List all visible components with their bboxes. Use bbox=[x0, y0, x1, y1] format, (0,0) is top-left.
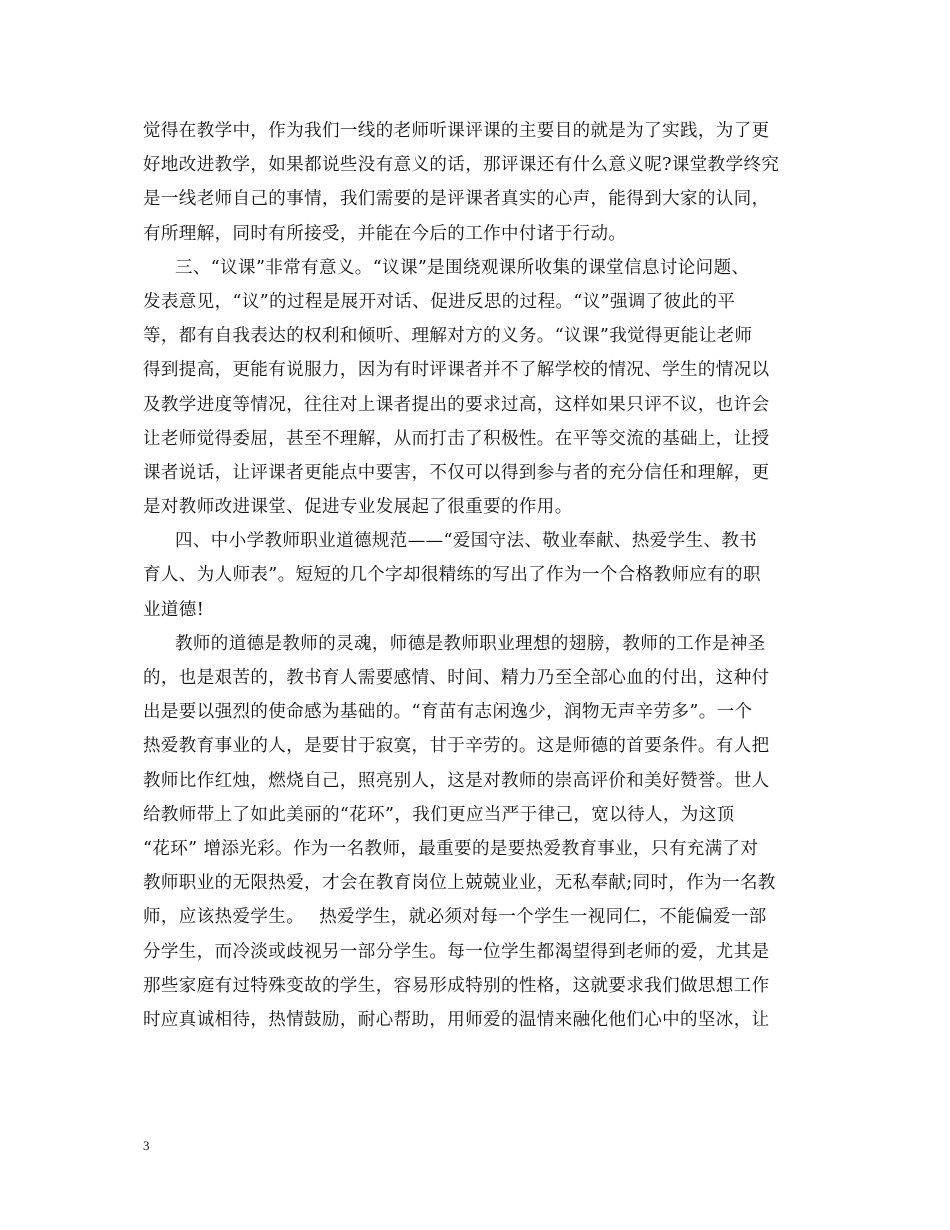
text-line: 业道德! bbox=[143, 599, 205, 620]
text-line: 让老师觉得委屈，甚至不理解，从而打击了积极性。在平等交流的基础上，让授 bbox=[143, 428, 770, 449]
text-line: 觉得在教学中，作为我们一线的老师听课评课的主要目的就是为了实践，为了更 bbox=[143, 121, 770, 141]
text-line: 教师比作红烛，燃烧自己，照亮别人，这是对教师的崇高评价和美好赞誉。世人 bbox=[143, 770, 770, 791]
text-line: 育人、为人师表”。短短的几个字却很精练的写出了作为一个合格教师应有的职 bbox=[143, 565, 761, 586]
text-line: 有所理解，同时有所接受，并能在今后的工作中付诸于行动。 bbox=[143, 223, 627, 244]
document-body bbox=[143, 114, 813, 1037]
text-line: 时应真诚相待，热情鼓励，耐心帮助，用师爱的温情来融化他们心中的坚冰，让 bbox=[143, 1009, 770, 1030]
text-line: 师，应该热爱学生。 热爱学生，就必须对每一个学生一视同仁，不能偏爱一部 bbox=[143, 907, 767, 928]
text-line: 及教学进度等情况，往往对上课者提出的要求过高，这样如果只评不议，也许会 bbox=[143, 394, 770, 415]
text-line: 出是要以强烈的使命感为基础的。“育苗有志闲逸少，润物无声辛劳多”。一个 bbox=[143, 702, 753, 723]
paragraph-start-line: 四、中小学教师职业道德规范——“爱国守法、敬业奉献、热爱学生、教书 bbox=[175, 531, 758, 552]
text-line: 教师职业的无限热爱，才会在教育岗位上兢兢业业，无私奉献;同时，作为一名教 bbox=[143, 873, 776, 894]
text-line: 给教师带上了如此美丽的“花环”，我们更应当严于律己，宽以待人，为这顶 bbox=[143, 804, 735, 825]
text-line: 的，也是艰苦的，教书育人需要感情、时间、精力乃至全部心血的付出，这种付 bbox=[143, 668, 770, 688]
text-line: 那些家庭有过特殊变故的学生，容易形成特别的性格，这就要求我们做思想工作 bbox=[143, 975, 770, 996]
text-line: 是对教师改进课堂、促进专业发展起了很重要的作用。 bbox=[143, 497, 573, 518]
paragraph-start-line: 三、“议课”非常有意义。“议课”是围绕观课所收集的课堂信息讨论问题、 bbox=[175, 257, 750, 278]
text-line: 分学生，而冷淡或歧视另一部分学生。每一位学生都渴望得到老师的爱，尤其是 bbox=[143, 941, 770, 962]
text-line: 好地改进教学，如果都说些没有意义的话，那评课还有什么意义呢?课堂教学终究 bbox=[143, 155, 780, 176]
text-line: 课者说话，让评课者更能点中要害，不仅可以得到参与者的充分信任和理解，更 bbox=[143, 462, 770, 483]
text-line: 发表意见，“议”的过程是展开对话、促进反思的过程。“议”强调了彼此的平 bbox=[143, 291, 736, 312]
text-line: 得到提高，更能有说服力，因为有时评课者并不了解学校的情况、学生的情况以 bbox=[143, 360, 770, 381]
page-number: 3 bbox=[143, 1138, 150, 1153]
text-line: 等，都有自我表达的权利和倾听、理解对方的义务。“议课”我觉得更能让老师 bbox=[143, 326, 753, 347]
paragraph-start-line: 教师的道德是教师的灵魂，师德是教师职业理想的翅膀，教师的工作是神圣 bbox=[175, 633, 766, 654]
text-line: 热爱教育事业的人，是要甘于寂寞，甘于辛劳的。这是师德的首要条件。有人把 bbox=[143, 736, 770, 757]
text-line: 是一线老师自己的事情，我们需要的是评课者真实的心声，能得到大家的认同， bbox=[143, 189, 770, 210]
text-line: “花环” 增添光彩。作为一名教师，最重要的是要热爱教育事业，只有充满了对 bbox=[143, 838, 759, 859]
